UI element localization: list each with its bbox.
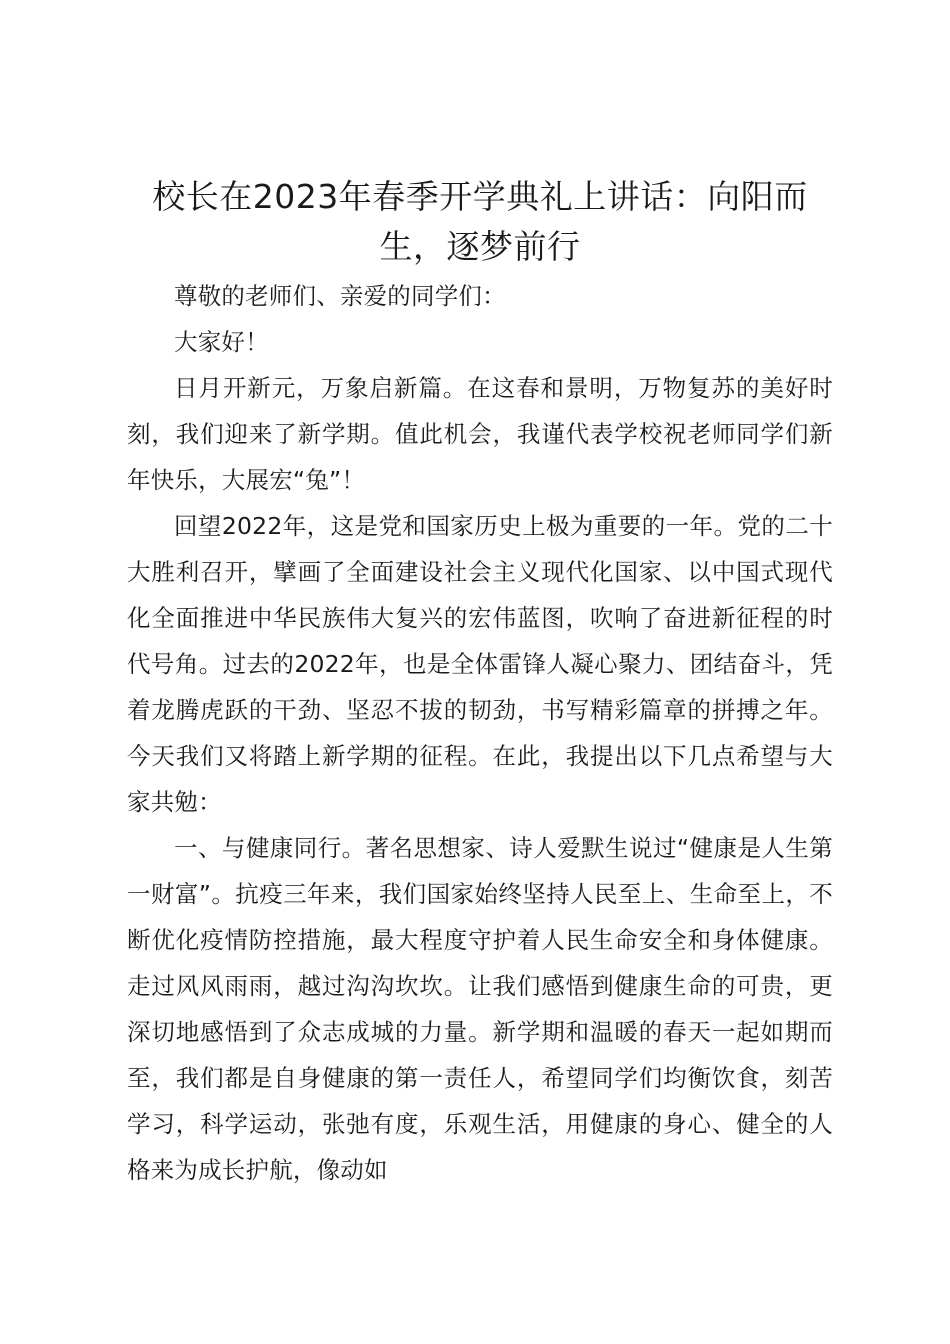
- greeting-paragraph: 大家好！: [174, 328, 269, 356]
- body-paragraph: 日月开新元，万象启新篇。在这春和景明，万物复苏的美好时刻，我们迎来了新学期。值此机会，我谨代表学校祝老师同学们新年快乐，大展宏“兔”！: [127, 374, 833, 494]
- body-paragraph: 一、与健康同行。著名思想家、诗人爱默生说过“健康是人生第一财富”。抗疫三年来，我们国家始终坚持人民至上、生命至上，不断优化疫情防控措施，最大程度守护着人民生命安全和身体健康。走过风风雨雨，越过沟沟坎坎。让我们感悟到健康生命的可贵，更深切地感悟到了众志成城的力量。新学期和温暖的春天一起如期而至，我们都是自身健康的第一责任人，希望同学们均衡饮食，刻苦学习，科学运动，张弛有度，乐观生活，用健康的身心、健全的人格来为成长护航，像动如: [127, 834, 833, 1184]
- document-page: [127, 172, 833, 1193]
- salutation-paragraph: 尊敬的老师们、亲爱的同学们：: [174, 282, 506, 310]
- document-title: 校长在2023年春季开学典礼上讲话：向阳而生，逐梦前行: [152, 177, 808, 266]
- body-paragraph: 回望2022年，这是党和国家历史上极为重要的一年。党的二十大胜利召开，擘画了全面建设社会主义现代化国家、以中国式现代化全面推进中华民族伟大复兴的宏伟蓝图，吹响了奋进新征程的时代号角。过去的2022年，也是全体雷锋人凝心聚力、团结奋斗，凭着龙腾虎跃的干劲、坚忍不拔的韧劲，书写精彩篇章的拼搏之年。今天我们又将踏上新学期的征程。在此，我提出以下几点希望与大家共勉：: [127, 512, 833, 816]
